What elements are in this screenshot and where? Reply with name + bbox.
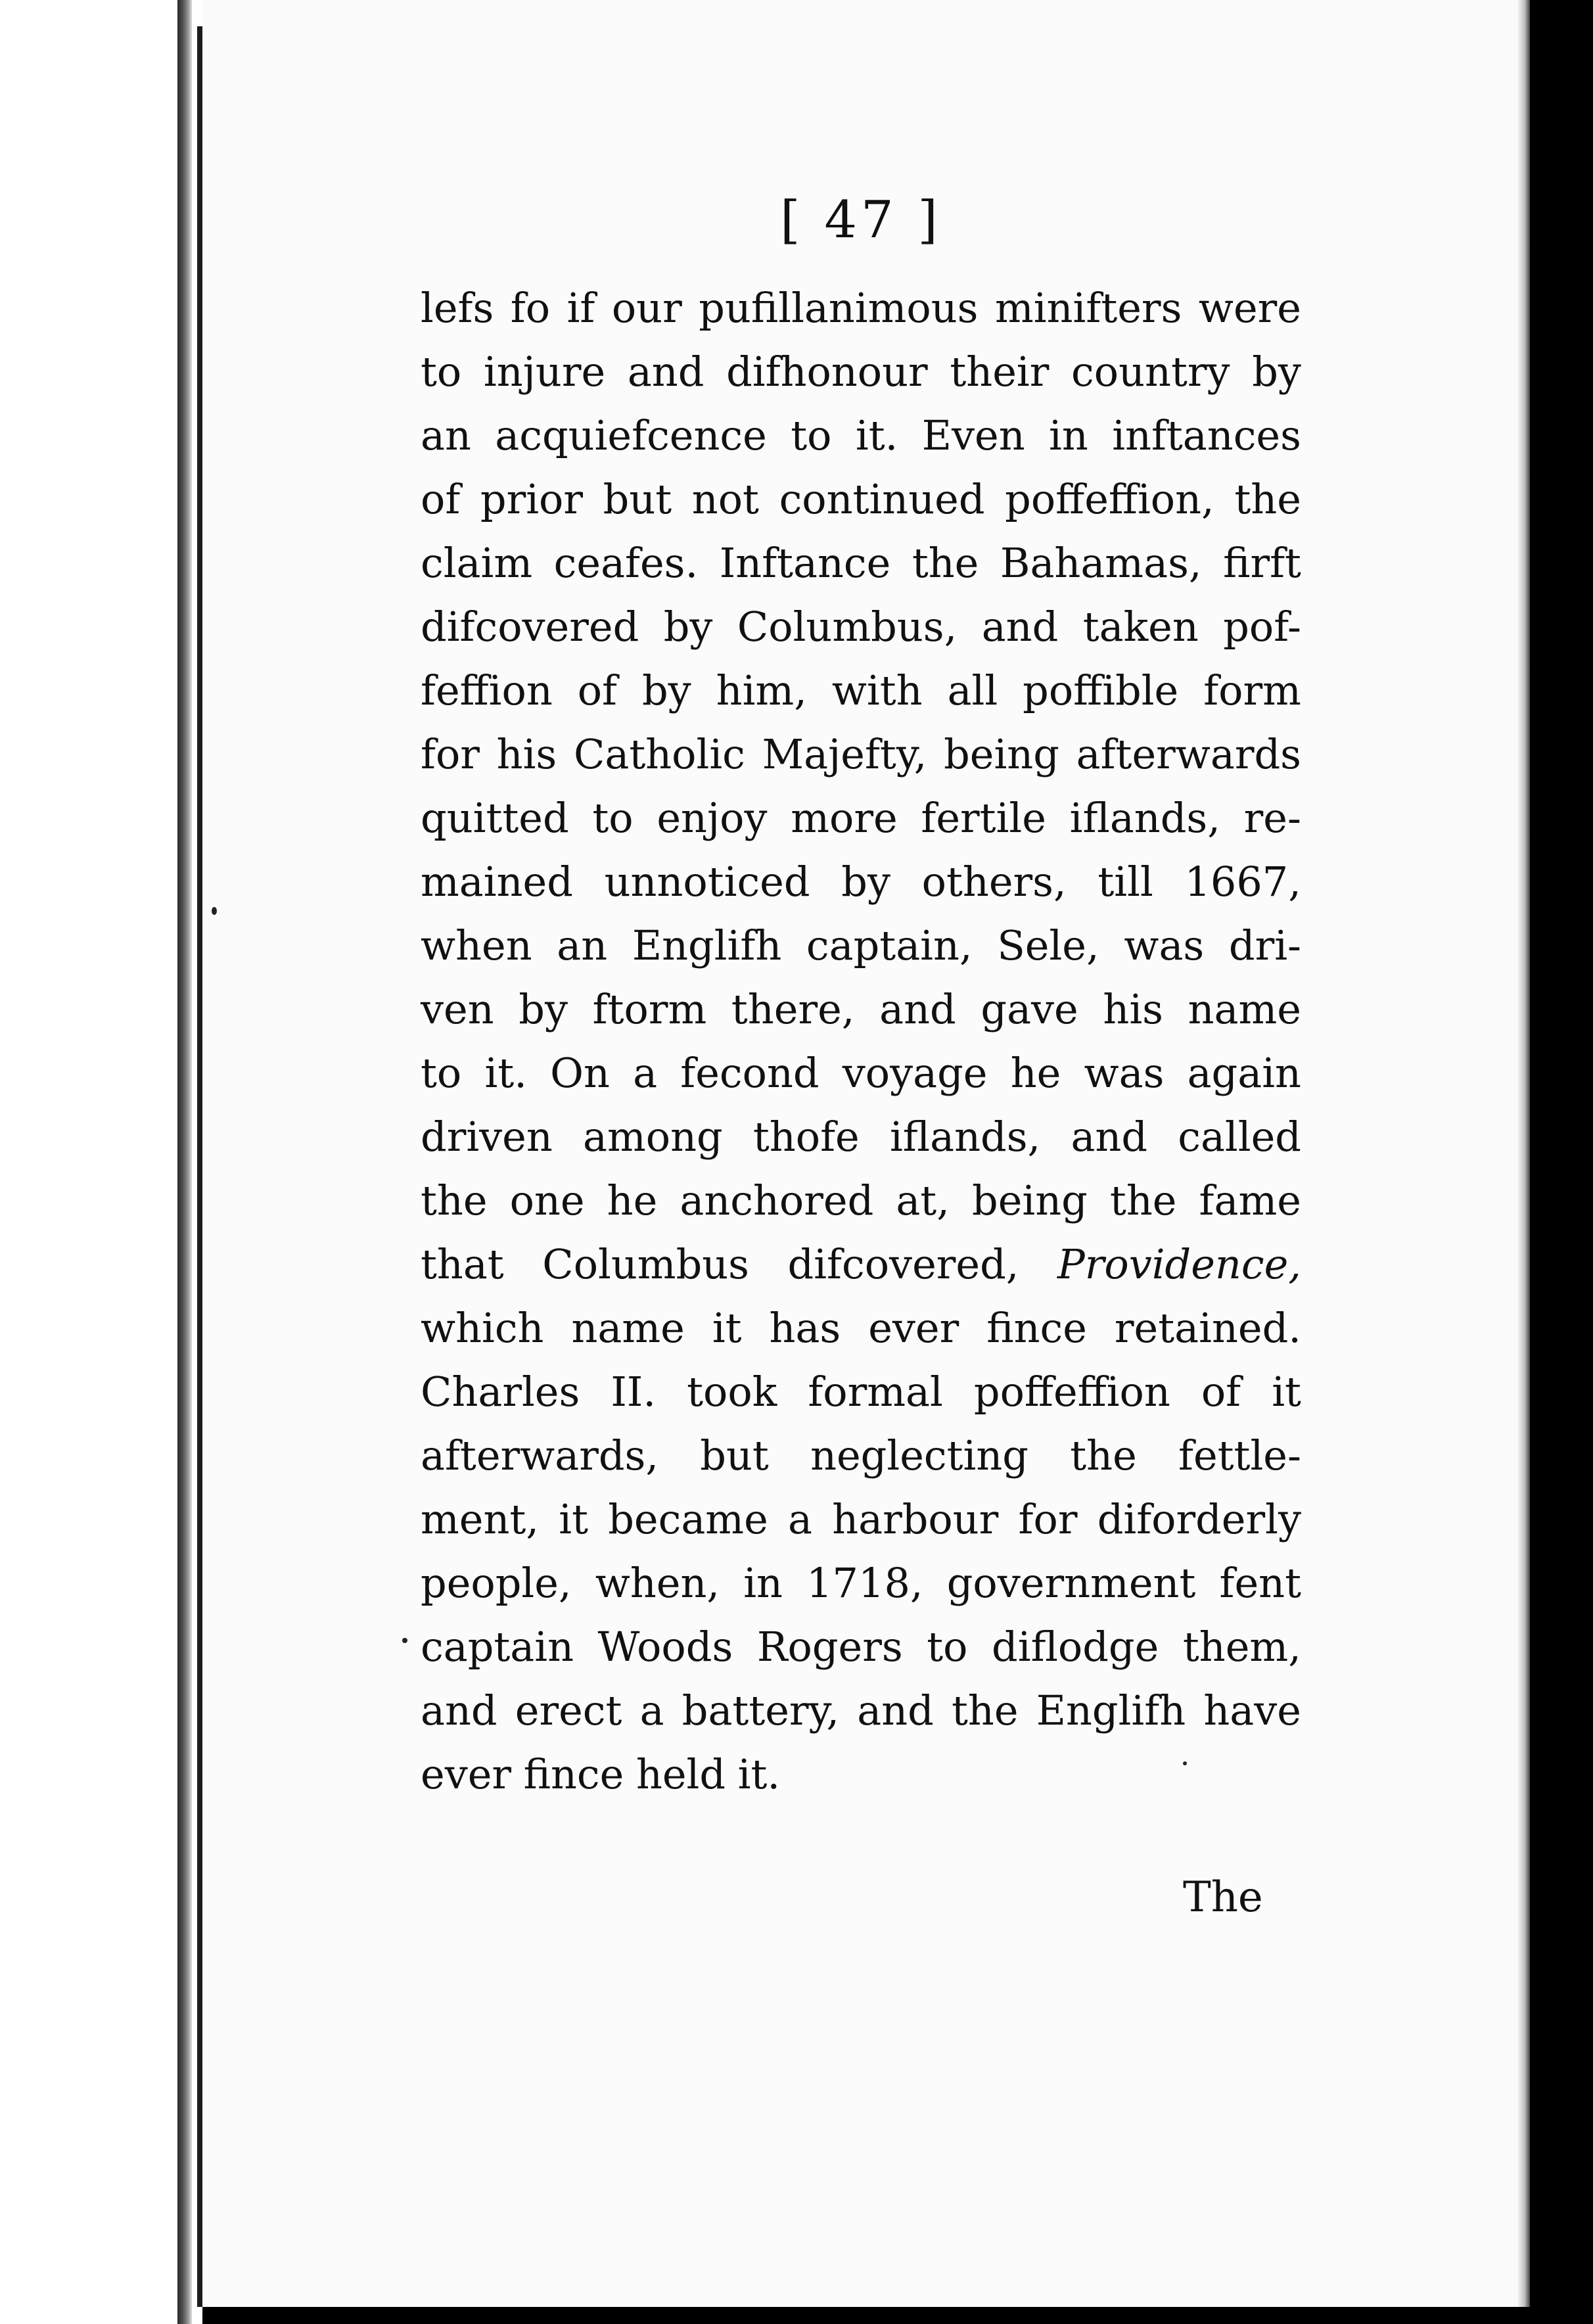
word: ever	[868, 1304, 959, 1352]
word: he	[607, 1176, 658, 1224]
word: ftorm	[592, 985, 707, 1033]
word: called	[1178, 1113, 1301, 1161]
word: captain	[421, 1623, 574, 1671]
word: II.	[611, 1368, 657, 1416]
word: Majefty,	[762, 730, 927, 778]
word: and	[981, 603, 1059, 651]
word: prior	[480, 475, 584, 523]
page-number: [ 47 ]	[780, 191, 942, 250]
word: him,	[716, 666, 807, 714]
word: and	[879, 985, 956, 1033]
text-line	[421, 531, 1301, 595]
text-line	[421, 1487, 1301, 1551]
word: that	[421, 1240, 504, 1288]
word: held	[635, 1750, 726, 1798]
text-line	[421, 276, 1301, 340]
word: again	[1187, 1049, 1301, 1097]
word: retained.	[1114, 1304, 1301, 1352]
word: being	[944, 730, 1059, 778]
word: fent	[1219, 1559, 1301, 1607]
text-line	[421, 1615, 1301, 1679]
word: fertile	[921, 794, 1046, 842]
word: ment,	[421, 1495, 540, 1543]
word: in	[1049, 411, 1088, 459]
word: for	[421, 730, 480, 778]
word: have	[1203, 1686, 1301, 1734]
word: mained	[421, 858, 573, 906]
word: more	[791, 794, 898, 842]
text-line	[421, 786, 1301, 850]
word: driven	[421, 1113, 553, 1161]
text-line	[421, 1551, 1301, 1615]
word: which	[421, 1304, 544, 1352]
word: by	[1252, 348, 1301, 396]
word: to	[421, 1049, 462, 1097]
word: the	[1234, 475, 1301, 523]
text-line	[421, 1169, 1301, 1232]
text-line	[421, 1105, 1301, 1169]
word: for	[1018, 1495, 1078, 1543]
word: our	[611, 284, 682, 332]
word: the	[421, 1176, 488, 1224]
word: others,	[921, 858, 1067, 906]
word: by	[519, 985, 568, 1033]
binding-edge	[197, 26, 202, 2307]
word: lefs	[421, 284, 494, 332]
text-line	[421, 914, 1301, 977]
word: till	[1097, 858, 1153, 906]
word: continued	[779, 475, 985, 523]
word: were	[1198, 284, 1301, 332]
word: being	[972, 1176, 1088, 1224]
gutter-shadow	[177, 0, 192, 2324]
word: the	[952, 1686, 1019, 1734]
word: form	[1203, 666, 1301, 714]
word: Providence,	[1057, 1240, 1301, 1288]
word: name	[571, 1304, 685, 1352]
word: by	[841, 858, 890, 906]
text-line	[421, 595, 1301, 659]
word: fince	[523, 1750, 624, 1798]
word: afterwards,	[421, 1431, 659, 1479]
word: fecond	[680, 1049, 820, 1097]
word: it.	[855, 411, 898, 459]
word: name	[1188, 985, 1301, 1033]
word: voyage	[842, 1049, 988, 1097]
word: 1667,	[1184, 858, 1301, 906]
scan-margin-right	[1530, 0, 1593, 2324]
word: Woods	[597, 1623, 733, 1671]
word: formal	[808, 1368, 943, 1416]
word: battery,	[681, 1686, 840, 1734]
word: and	[421, 1686, 497, 1734]
word: Bahamas,	[1000, 539, 1202, 587]
word: to	[791, 411, 832, 459]
word: afterwards	[1076, 730, 1301, 778]
text-line	[421, 1041, 1301, 1105]
text-line	[421, 659, 1301, 722]
word: harbour	[832, 1495, 999, 1543]
word: dri-	[1228, 921, 1301, 969]
word: was	[1084, 1049, 1165, 1097]
word: by	[641, 666, 691, 714]
word: he	[1010, 1049, 1061, 1097]
scan-margin-bottom	[202, 2307, 1530, 2324]
word: Englifh	[632, 921, 782, 969]
body-text	[421, 276, 1301, 1806]
word: an	[421, 411, 471, 459]
word: his	[496, 730, 557, 778]
word: the	[1109, 1176, 1177, 1224]
word: at,	[896, 1176, 950, 1224]
word: difcovered,	[787, 1240, 1019, 1288]
word: fince	[986, 1304, 1087, 1352]
text-line	[421, 1296, 1301, 1360]
word: the	[1070, 1431, 1137, 1479]
word: 1718,	[806, 1559, 923, 1607]
word: government	[946, 1559, 1196, 1607]
word: of	[1201, 1368, 1241, 1416]
text-line	[421, 722, 1301, 786]
word: neglecting	[810, 1431, 1028, 1479]
word: Charles	[421, 1368, 580, 1416]
scan-margin-left	[0, 0, 177, 2324]
word: their	[950, 348, 1050, 396]
word: it	[1272, 1368, 1301, 1416]
text-line	[421, 850, 1301, 914]
word: Even	[921, 411, 1025, 459]
word: On	[550, 1049, 610, 1097]
word: a	[788, 1495, 812, 1543]
word: minifters	[995, 284, 1182, 332]
word: has	[769, 1304, 841, 1352]
word: ceafes.	[553, 539, 699, 587]
word: not	[691, 475, 759, 523]
word: gave	[981, 985, 1078, 1033]
word: with	[831, 666, 923, 714]
text-line	[421, 1232, 1301, 1296]
word: difcovered	[421, 603, 639, 651]
word: feffion	[421, 666, 553, 714]
word: difhonour	[726, 348, 928, 396]
word: all	[947, 666, 998, 714]
word: pof-	[1223, 603, 1301, 651]
word: poffeffion	[973, 1368, 1170, 1416]
word: it	[559, 1495, 589, 1543]
word: and	[627, 348, 704, 396]
word: quitted	[421, 794, 569, 842]
word: taken	[1082, 603, 1199, 651]
word: inftances	[1112, 411, 1301, 459]
word: Catholic	[573, 730, 745, 778]
word: people,	[421, 1559, 572, 1607]
catchword: The	[1183, 1873, 1263, 1922]
text-line	[421, 1360, 1301, 1424]
text-line	[421, 340, 1301, 404]
word: diflodge	[992, 1623, 1159, 1671]
word: captain,	[806, 921, 973, 969]
word: erect	[515, 1686, 622, 1734]
word: there,	[731, 985, 855, 1033]
word: unnoticed	[604, 858, 810, 906]
text-line	[421, 977, 1301, 1041]
word: Inftance	[719, 539, 891, 587]
word: but	[700, 1431, 769, 1479]
word: fame	[1199, 1176, 1301, 1224]
word: when,	[595, 1559, 720, 1607]
word: poffible	[1023, 666, 1179, 714]
word: to	[927, 1623, 968, 1671]
word: country	[1071, 348, 1230, 396]
word: and	[1071, 1113, 1148, 1161]
word: claim	[421, 539, 533, 587]
word: enjoy	[657, 794, 768, 842]
word: thofe	[752, 1113, 860, 1161]
page-edge-shadow	[1517, 0, 1530, 2324]
word: of	[421, 475, 461, 523]
word: acquiefcence	[495, 411, 767, 459]
ink-speck	[402, 1638, 407, 1643]
word: of	[577, 666, 618, 714]
word: to	[421, 348, 462, 396]
word: if	[566, 284, 595, 332]
word: iflands,	[889, 1113, 1041, 1161]
word: his	[1103, 985, 1163, 1033]
word: Sele,	[997, 921, 1099, 969]
text-line	[421, 404, 1301, 467]
word: fo	[510, 284, 551, 332]
word: in	[743, 1559, 783, 1607]
ink-speck	[1183, 1761, 1187, 1765]
word: ven	[421, 985, 494, 1033]
word: poffeffion,	[1005, 475, 1214, 523]
word: took	[687, 1368, 777, 1416]
word: a	[639, 1686, 664, 1734]
word: fettle-	[1178, 1431, 1301, 1479]
text-line	[421, 1424, 1301, 1487]
word: Columbus,	[737, 603, 958, 651]
word: when	[421, 921, 532, 969]
word: was	[1124, 921, 1205, 969]
word: Columbus	[542, 1240, 750, 1288]
word: and	[857, 1686, 934, 1734]
word: re-	[1243, 794, 1301, 842]
word: by	[663, 603, 713, 651]
word: an	[557, 921, 608, 969]
word: it	[712, 1304, 742, 1352]
word: it.	[484, 1049, 527, 1097]
text-line	[421, 467, 1301, 531]
text-line	[421, 1679, 1301, 1742]
word: them,	[1182, 1623, 1301, 1671]
text-line	[421, 1742, 1301, 1806]
word: it.	[737, 1750, 781, 1798]
word: pufillanimous	[699, 284, 979, 332]
word: among	[583, 1113, 723, 1161]
word: to	[592, 794, 634, 842]
word: became	[608, 1495, 768, 1543]
word: ever	[421, 1750, 512, 1798]
word: but	[603, 475, 672, 523]
word: diforderly	[1097, 1495, 1301, 1543]
ink-speck	[212, 907, 217, 915]
word: Rogers	[756, 1623, 903, 1671]
word: firft	[1223, 539, 1301, 587]
word: iflands,	[1069, 794, 1220, 842]
word: anchored	[680, 1176, 874, 1224]
word: Englifh	[1036, 1686, 1186, 1734]
word: a	[633, 1049, 658, 1097]
word: one	[509, 1176, 585, 1224]
word: the	[912, 539, 979, 587]
word: injure	[483, 348, 606, 396]
